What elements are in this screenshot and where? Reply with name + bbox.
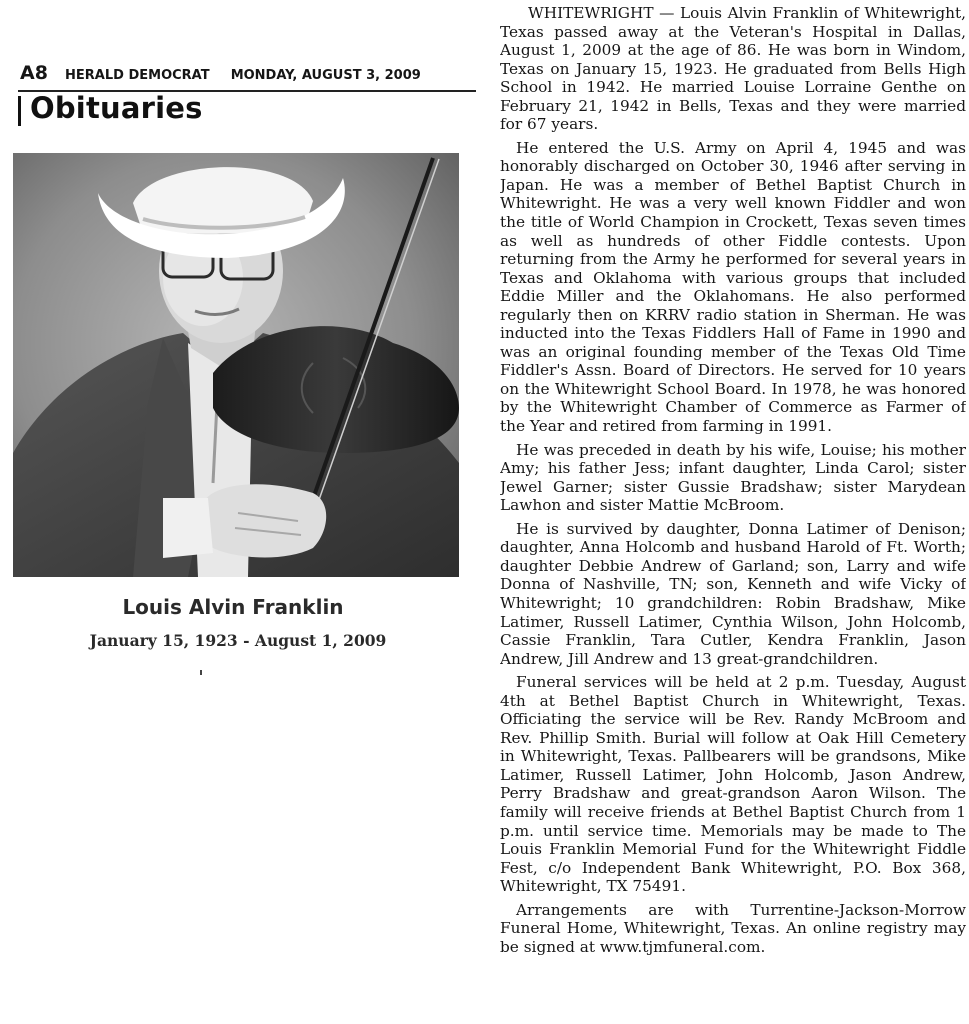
- paragraph-biography: WHITEWRIGHT — Louis Alvin Franklin of Whitewright, Texas passed away at the Veteran's Hospital in Dallas, August 1, 2009 at the age of 86. He was born in Windom, Texas on January 15, 1923. He graduated from Bells High School in 1942. He married Louise Lorraine Genthe on February 21, 1942 in Bells, Texas and they were married for 67 years.: [500, 4, 966, 134]
- paragraph-arrangements: Arrangements are with Turrentine-Jackson-Morrow Funeral Home, Whitewright, Texas. An online registry may be signed at www.tjmfuneral.com.: [500, 900, 966, 956]
- print-speck: [200, 670, 202, 675]
- masthead: [20, 62, 474, 86]
- paragraph-preceded: He was preceded in death by his wife, Louise; his mother Amy; his father Jess; infant daughter, Linda Carol; sister Jewel Garner; sister Gussie Bradshaw; sister Marydean Lawhon and sister Mattie McBroom.: [500, 440, 966, 515]
- portrait-photo: [13, 153, 459, 577]
- section-title: Obituaries: [30, 91, 203, 125]
- section-marker: [18, 96, 21, 126]
- newspaper-name: HERALD DEMOCRAT: [65, 68, 210, 83]
- obituary-body: [500, 4, 966, 956]
- publication-date: MONDAY, AUGUST 3, 2009: [230, 68, 421, 83]
- paragraph-survived: He is survived by daughter, Donna Latimer of Denison; daughter, Anna Holcomb and husband Harold of Ft. Worth; daughter Debbie Andrew of Garland; son, Larry and wife Donna of Nashville, TN; son, Kenneth and wife Vicky of Whitewright; 10 grandchildren: Robin Bradshaw, Mike Latimer, Russell Latimer, Cynthia Wilson, John Holcomb, Cassie Franklin, Tara Cutler, Kendra Franklin, Jason Andrew, Jill Andrew and 13 great-grandchildren.: [500, 519, 966, 668]
- page-number: A8: [20, 62, 48, 84]
- life-dates: January 15, 1923 - August 1, 2009: [89, 631, 387, 650]
- portrait-illustration: [13, 153, 459, 577]
- deceased-name: Louis Alvin Franklin: [122, 595, 344, 619]
- left-column: [0, 0, 480, 1024]
- paragraph-services: Funeral services will be held at 2 p.m. Tuesday, August 4th at Bethel Baptist Church in Whitewright, Texas. Officiating the service will be Rev. Randy McBroom and Rev. Phillip Smith. Burial will follow at Oak Hill Cemetery in Whitewright, Texas. Pallbearers will be grandsons, Mike Latimer, Russell Latimer, John Holcomb, Jason Andrew, Perry Bradshaw and great-grandson Aaron Wilson. The family will receive friends at Bethel Baptist Church from 1 p.m. until service time. Memorials may be made to The Louis Franklin Memorial Fund for the Whitewright Fiddle Fest, c/o Independent Bank Whitewright, P.O. Box 368, Whitewright, TX 75491.: [500, 673, 966, 896]
- obituary-text-column: [500, 4, 966, 1020]
- paragraph-career: He entered the U.S. Army on April 4, 1945 and was honorably discharged on October 30, 1946 after serving in Japan. He was a member of Bethel Baptist Church in Whitewright. He was a very well known Fiddler and won the title of World Champion in Crockett, Texas seven times as well as hundreds of other Fiddle contests. Upon returning from the Army he performed for several years in Texas and Oklahoma with various groups that included Eddie Miller and the Oklahomans. He also performed regularly then on KRRV radio station in Sherman. He was inducted into the Texas Fiddlers Hall of Fame in 1990 and was an original founding member of the Texas Old Time Fiddler's Assn. Board of Directors. He served for 10 years on the Whitewright School Board. In 1978, he was honored by the Whitewright Chamber of Commerce as Farmer of the Year and retired from farming in 1991.: [500, 138, 966, 436]
